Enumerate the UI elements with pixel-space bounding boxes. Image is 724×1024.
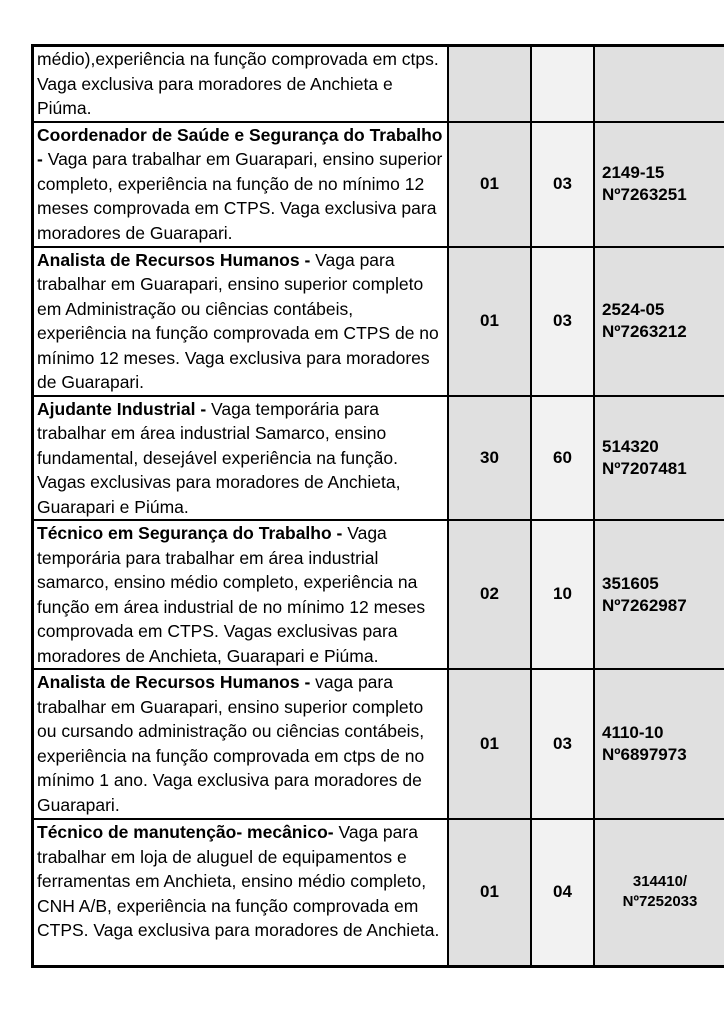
table-row [33,396,724,521]
table-row [33,46,724,122]
job-code-line2: Nº7252033 [622,893,698,911]
total-count-cell: 03 [531,669,594,819]
vacancy-count-cell: 01 [448,122,531,247]
job-code-line2: Nº6897973 [602,745,687,764]
job-code-cell [594,669,724,819]
table-body [33,46,724,967]
job-code-line1: 314410/ [632,873,688,891]
job-code-line1: 2524-05 [602,300,665,319]
table-row [33,819,724,966]
vacancy-count-cell: 01 [448,819,531,966]
job-details-text: Vaga para trabalhar em Guarapari, ensino superior completo em Administração ou ciências contábeis, experiência na função comprovada em CTPS de no mínimo 12 meses. Vaga exclusiva para moradores de Guarapari. [37,249,439,392]
job-description-cell [33,247,449,396]
vacancy-count-cell: 01 [448,247,531,396]
job-details-text: médio),experiência na função comprovada em ctps. Vaga exclusiva para moradores de Anchieta e Piúma. [37,49,439,118]
job-code-cell [594,520,724,669]
job-details-text: Vaga temporária para trabalhar em área industrial samarco, ensino médio completo, experiência na função em área industrial de no mínimo 12 meses comprovada em CTPS. Vagas exclusivas para moradores de Anchieta, Guarapari e Piúma. [37,523,426,666]
total-count-cell: 03 [531,247,594,396]
total-count-cell [531,46,594,122]
job-title: Analista de Recursos Humanos - [37,249,311,270]
job-description-cell [33,122,449,247]
vacancy-count-cell [448,46,531,122]
vacancy-count-cell: 02 [448,520,531,669]
table-row [33,669,724,819]
job-code-line1: 514320 [602,436,659,456]
job-code-line2: Nº7263251 [602,185,687,204]
job-title: Analista de Recursos Humanos - [37,672,311,692]
job-code-cell [594,247,724,396]
job-code-line1: 4110-10 [602,723,664,742]
job-code-line2: Nº7263212 [602,322,687,341]
job-description-cell [33,396,449,521]
table-row [33,520,724,669]
table-row [33,122,724,247]
job-code-line1: 2149-15 [602,163,665,182]
total-count-cell: 60 [531,396,594,521]
job-description-cell [33,669,449,819]
table-row [33,247,724,396]
total-count-cell: 04 [531,819,594,966]
job-title: Ajudante Industrial - [37,398,207,419]
job-vacancies-table [31,44,724,968]
job-code-cell [594,396,724,521]
job-description-cell [33,46,449,122]
job-title: Coordenador de Saúde e Segurança do Trabalho - [37,124,443,169]
job-code-cell [594,122,724,247]
job-code-line1: 351605 [602,573,659,593]
job-details-text: Vaga para trabalhar em Guarapari, ensino superior completo, experiência na função de no mínimo 12 meses comprovada em CTPS. Vaga exclusiva para moradores de Guarapari. [37,149,443,243]
job-code-cell [594,46,724,122]
job-code-line2: Nº7207481 [602,458,687,478]
job-details-text: vaga para trabalhar em Guarapari, ensino superior completo ou cursando administração ou ciências contábeis, experiência na função comprovada em ctps de no mínimo 1 ano. Vaga exclusiva para moradores de Guarapari. [37,672,425,815]
vacancy-count-cell: 01 [448,669,531,819]
job-details-text: Vaga para trabalhar em loja de aluguel de equipamentos e ferramentas em Anchieta, ensino médio completo, CNH A/B, experiência na função comprovada em CTPS. Vaga exclusiva para moradores de Anchieta. [37,822,440,940]
job-code-cell [594,819,724,966]
job-details-text: Vaga temporária para trabalhar em área industrial Samarco, ensino fundamental, desejável experiência na função. Vagas exclusivas para moradores de Anchieta, Guarapari e Piúma. [37,398,401,517]
total-count-cell: 10 [531,520,594,669]
job-description-cell [33,520,449,669]
vacancy-count-cell: 30 [448,396,531,521]
total-count-cell: 03 [531,122,594,247]
job-title: Técnico de manutenção- mecânico- [37,822,334,842]
job-title: Técnico em Segurança do Trabalho - [37,523,343,543]
job-description-cell [33,819,449,966]
job-code-line2: Nº7262987 [602,595,687,615]
